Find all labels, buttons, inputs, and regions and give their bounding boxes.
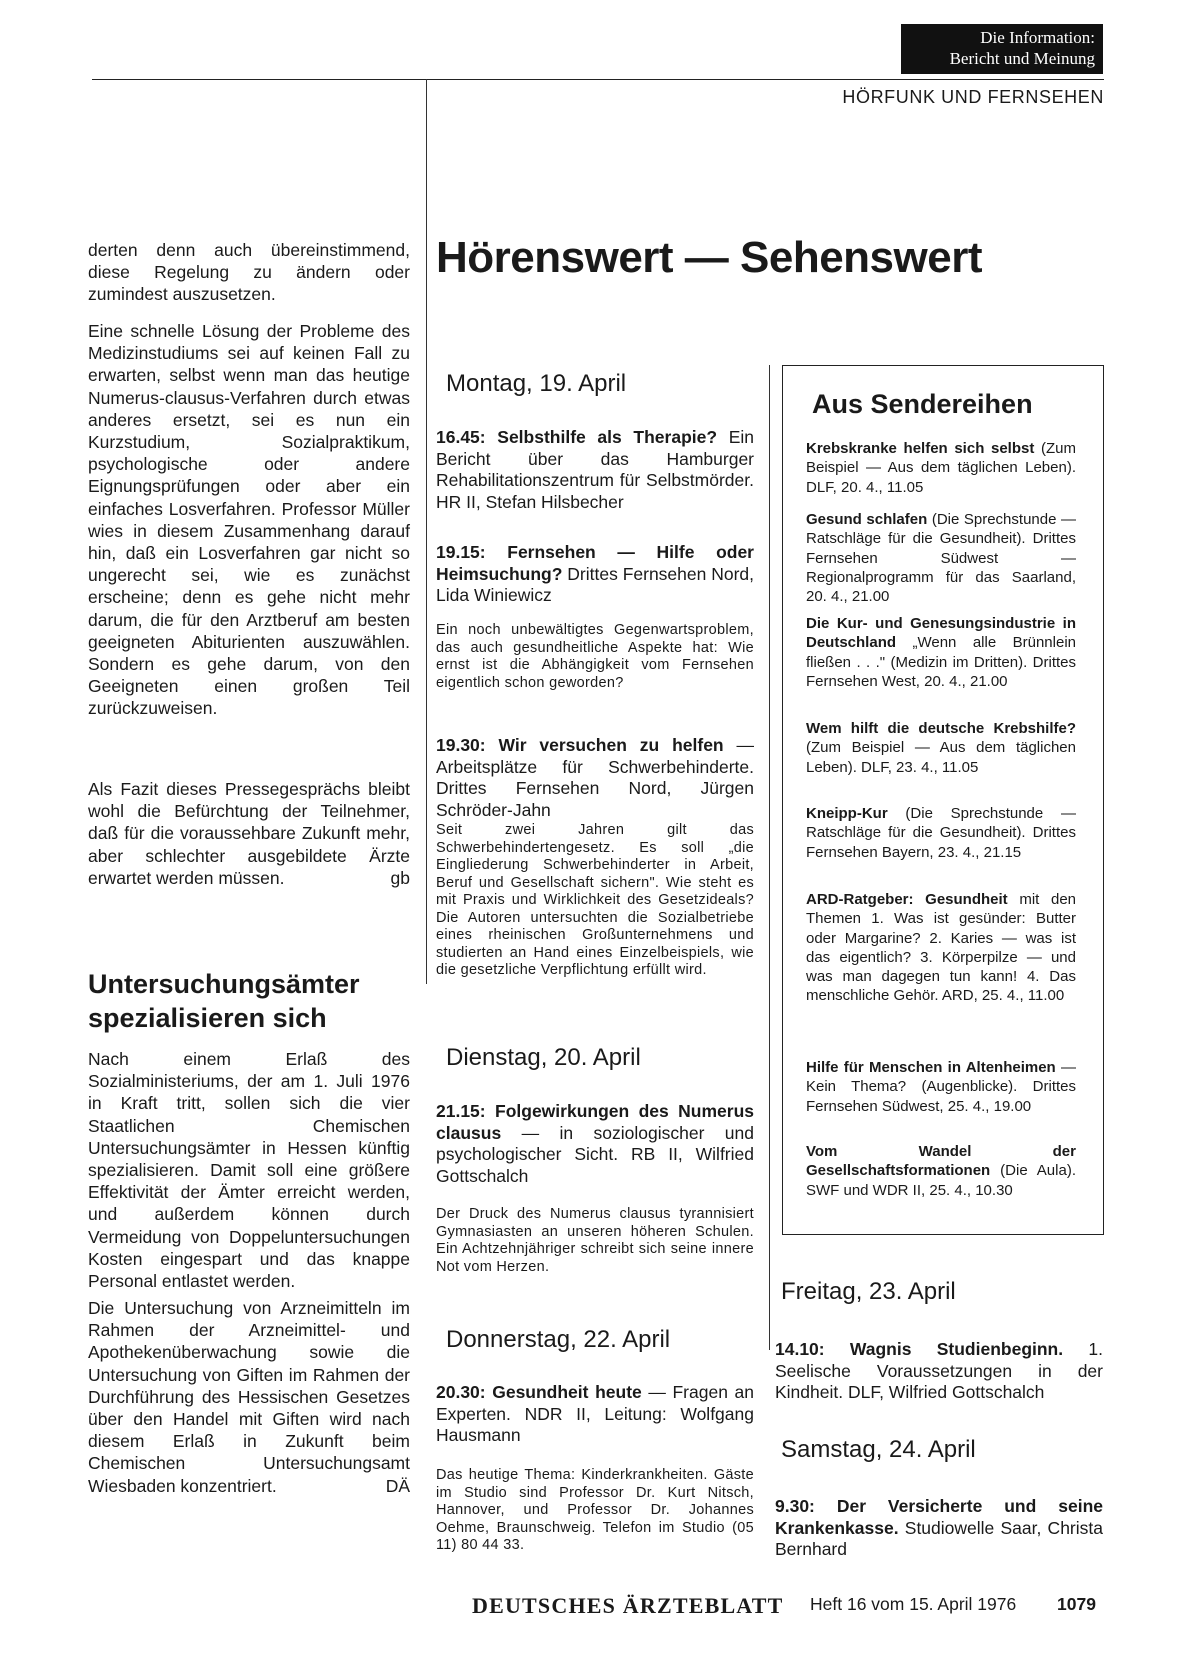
day-heading-monday: Montag, 19. April <box>446 370 627 397</box>
program-title: 14.10: Wagnis Studienbeginn. <box>775 1339 1064 1359</box>
program-note: Seit zwei Jahren gilt das Schwerbehindertengesetz. Es soll „die Eingliederung Schwerbehinderter in Arbeit, Beruf und Gesellschaft sichern". Wie steht es mit Praxis und Wirklichkeit des Gesetzideals? Die Autoren untersuchten die Sozialbetriebe eines rheinischen Großunternehmens und studierten an Hand eines Einzelbeispiels, wie die gesetzliche Verpflichtung erfüllt wird. <box>436 822 754 978</box>
program-title: 9.30: Der Versicherte und seine Krankenkasse. <box>775 1496 1103 1538</box>
series-item-text: — Kein Thema? (Augenblicke). Drittes Fernsehen Südwest, 25. 4., 19.00 <box>806 1059 1077 1115</box>
program-entry <box>775 1496 1103 1561</box>
program-entry <box>436 1382 754 1447</box>
program-title: 20.30: Gesundheit heute <box>436 1382 642 1402</box>
program-entry <box>436 735 754 821</box>
program-note: Das heutige Thema: Kinderkrankheiten. Gäste im Studio sind Professor Dr. Kurt Nitsch, Hannover, und Professor Dr. Johannes Oehme, Braunschweig. Telefon im Studio (05 11) 80 44 33. <box>436 1467 754 1553</box>
program-title: 16.45: Selbsthilfe als Therapie? <box>436 427 718 447</box>
program-entry <box>436 542 754 607</box>
section-title: HÖRFUNK UND FERNSEHEN <box>842 87 1104 107</box>
series-item-title: Wem hilft die deutsche Krebshilfe? <box>806 720 1076 737</box>
series-item-title: Hilfe für Menschen in Altenheimen <box>806 1059 1056 1076</box>
program-text: Drittes Fernsehen Nord, Lida Winiewicz <box>436 563 755 606</box>
program-text: Ein Bericht über das Hamburger Rehabilitationszentrum für Selbstmörder. HR II, Stefan Hilsbecher <box>436 427 754 512</box>
series-item-title: Gesund schlafen <box>806 511 928 528</box>
series-item-text: (Die Aula). SWF und WDR II, 25. 4., 10.30 <box>806 1162 1076 1199</box>
series-item <box>806 719 1076 777</box>
series-item <box>806 510 1076 606</box>
author-initials: gb <box>390 867 410 888</box>
day-heading-thursday: Donnerstag, 22. April <box>446 1326 671 1353</box>
col1-paragraph-4: Nach einem Erlaß des Sozialministeriums, der am 1. Juli 1976 in Kraft tritt, sollen sich die vier Staatlichen Chemischen Untersuchungsämter in Hessen künftig spezialisieren. Damit soll eine größere Effektivität der Ämter erreicht werden, und außerdem können durch Vermeidung von Doppeluntersuchungen Kosten eingespart und das knappe Personal entlastet werden. <box>88 1049 410 1292</box>
tag-line-1: Die Information: <box>980 28 1095 47</box>
author-initials-2: DÄ <box>385 1475 410 1496</box>
program-entry <box>775 1339 1103 1404</box>
program-title: 21.15: Folgewirkungen des Numerus clausus <box>436 1101 754 1143</box>
section-tag <box>901 24 1103 74</box>
program-title: 19.30: Wir versuchen zu helfen <box>436 735 724 755</box>
page-headline: Hörenswert — Sehenswert <box>436 233 982 282</box>
series-item <box>806 1142 1076 1200</box>
series-item-title: Vom Wandel der Gesellschaftsformationen <box>806 1143 1076 1180</box>
col1-paragraph-5 <box>88 1297 410 1497</box>
top-rule <box>92 79 1104 80</box>
program-note: Ein noch unbewältigtes Gegenwartsproblem, das auch gesundheitliche Aspekte hat: Wie ernst ist die Abhängigkeit vom Fernsehen eigentlich schon geworden? <box>436 622 754 691</box>
series-item-title: Kneipp-Kur <box>806 805 888 822</box>
series-item-title: ARD-Ratgeber: Gesundheit <box>806 891 1008 908</box>
article-subheadline: Untersuchungsämter spezialisieren sich <box>88 969 360 1033</box>
day-heading-tuesday: Dienstag, 20. April <box>446 1044 641 1071</box>
series-item-text: (Zum Beispiel — Aus dem täglichen Leben). DLF, 20. 4., 11.05 <box>806 440 1076 496</box>
col1-paragraph-3 <box>88 778 410 889</box>
day-heading-friday: Freitag, 23. April <box>781 1278 956 1305</box>
column-divider-2 <box>769 365 770 1350</box>
issue-info: Heft 16 vom 15. April 1976 <box>810 1594 1017 1614</box>
program-text: — Fragen an Experten. NDR II, Leitung: Wolfgang Hausmann <box>436 1382 754 1446</box>
program-text: 1. Seelische Voraussetzungen in der Kindheit. DLF, Wilfried Gottschalch <box>775 1339 1103 1403</box>
series-item <box>806 614 1076 691</box>
series-item-text: (Die Sprechstunde — Ratschläge für die Gesundheit). Drittes Fernsehen Südwest — Regionalprogramm für das Saarland, 20. 4., 21.00 <box>806 511 1076 606</box>
program-text: Studiowelle Saar, Christa Bernhard <box>775 1517 1103 1560</box>
program-text: — in soziologischer und psychologischer Sicht. RB II, Wilfried Gottschalch <box>436 1122 754 1186</box>
program-title: 19.15: Fernsehen — Hilfe oder Heimsuchung? <box>436 542 754 584</box>
col1-paragraph-3-text: Als Fazit dieses Pressegesprächs bleibt wohl die Befürchtung der Teilnehmer, daß für die voraussehbare Zukunft mehr, aber schlechter ausgebildete Ärzte erwartet werden müssen. <box>88 779 410 888</box>
page-number: 1079 <box>1057 1594 1096 1614</box>
col1-paragraph-2: Eine schnelle Lösung der Probleme des Medizinstudiums sei auf keinen Fall zu erwarten, selbst wenn man das heutige Numerus-clausus-Verfahren durch etwas anderes ersetzt, sei es nun ein Kurzstudium, Sozialpraktikum, psychologische oder andere Eignungsprüfungen oder aber ein einfaches Losverfahren. Professor Müller wies in diesem Zusammenhang darauf hin, daß ein Losverfahren gar nicht so ungerecht sei, wie es zunächst erscheine; denn es gehe nicht mehr darum, die für den Arztberuf am besten geeigneten Abiturienten auszuwählen. Sondern es gehe darum, von den Geeigneten einen großen Teil zurückzuweisen. <box>88 321 410 719</box>
column-divider <box>426 79 427 984</box>
program-note: Der Druck des Numerus clausus tyrannisiert Gymnasiasten an unseren höheren Schulen. Ein Achtzehnjähriger schreibt sich seine innere Not vom Herzen. <box>436 1206 754 1275</box>
series-item <box>806 439 1076 497</box>
program-entry <box>436 1101 754 1187</box>
series-item <box>806 1058 1076 1116</box>
series-item-text: (Die Sprechstunde — Ratschläge für die Gesundheit). Drittes Fernsehen Bayern, 23. 4., 21.15 <box>806 805 1076 861</box>
series-box-title: Aus Sendereihen <box>812 389 1033 419</box>
journal-name: DEUTSCHES ÄRZTEBLATT <box>472 1593 784 1618</box>
series-item-title: Krebskranke helfen sich selbst <box>806 440 1035 457</box>
col1-paragraph-1: derten denn auch übereinstimmend, diese Regelung zu ändern oder zumindest auszusetzen. <box>88 240 410 305</box>
tag-line-2: Bericht und Meinung <box>949 49 1095 68</box>
series-item-text: „Wenn alle Brünnlein fließen . . ." (Medizin im Dritten). Drittes Fernsehen West, 20. 4., 21.00 <box>806 634 1076 690</box>
program-entry <box>436 427 754 513</box>
series-item <box>806 804 1076 862</box>
program-text: — Arbeitsplätze für Schwerbehinderte. Drittes Fernsehen Nord, Jürgen Schröder-Jahn <box>436 735 754 820</box>
series-item-text: (Zum Beispiel — Aus dem täglichen Leben). DLF, 23. 4., 11.05 <box>806 739 1076 776</box>
col1-paragraph-5-text: Die Untersuchung von Arzneimitteln im Rahmen der Arzneimittel- und Apothekenüberwachung sowie die Untersuchung von Giften im Rahmen der Durchführung des Hessischen Gesetzes über den Handel mit Giften wird nach diesem Erlaß in Zukunft beim Chemischen Untersuchungsamt Wiesbaden konzentriert. <box>88 1298 410 1496</box>
series-item-title: Die Kur- und Genesungsindustrie in Deutschland <box>806 615 1076 652</box>
day-heading-saturday: Samstag, 24. April <box>781 1436 976 1463</box>
series-item-text: mit den Themen 1. Was ist gesünder: Butter oder Margarine? 2. Karies — was ist das eigentlich? 3. Körperpilze — und was man dagegen tun kann! 4. Das menschliche Gehör. ARD, 25. 4., 11.00 <box>806 891 1076 1005</box>
series-item <box>806 890 1076 1006</box>
